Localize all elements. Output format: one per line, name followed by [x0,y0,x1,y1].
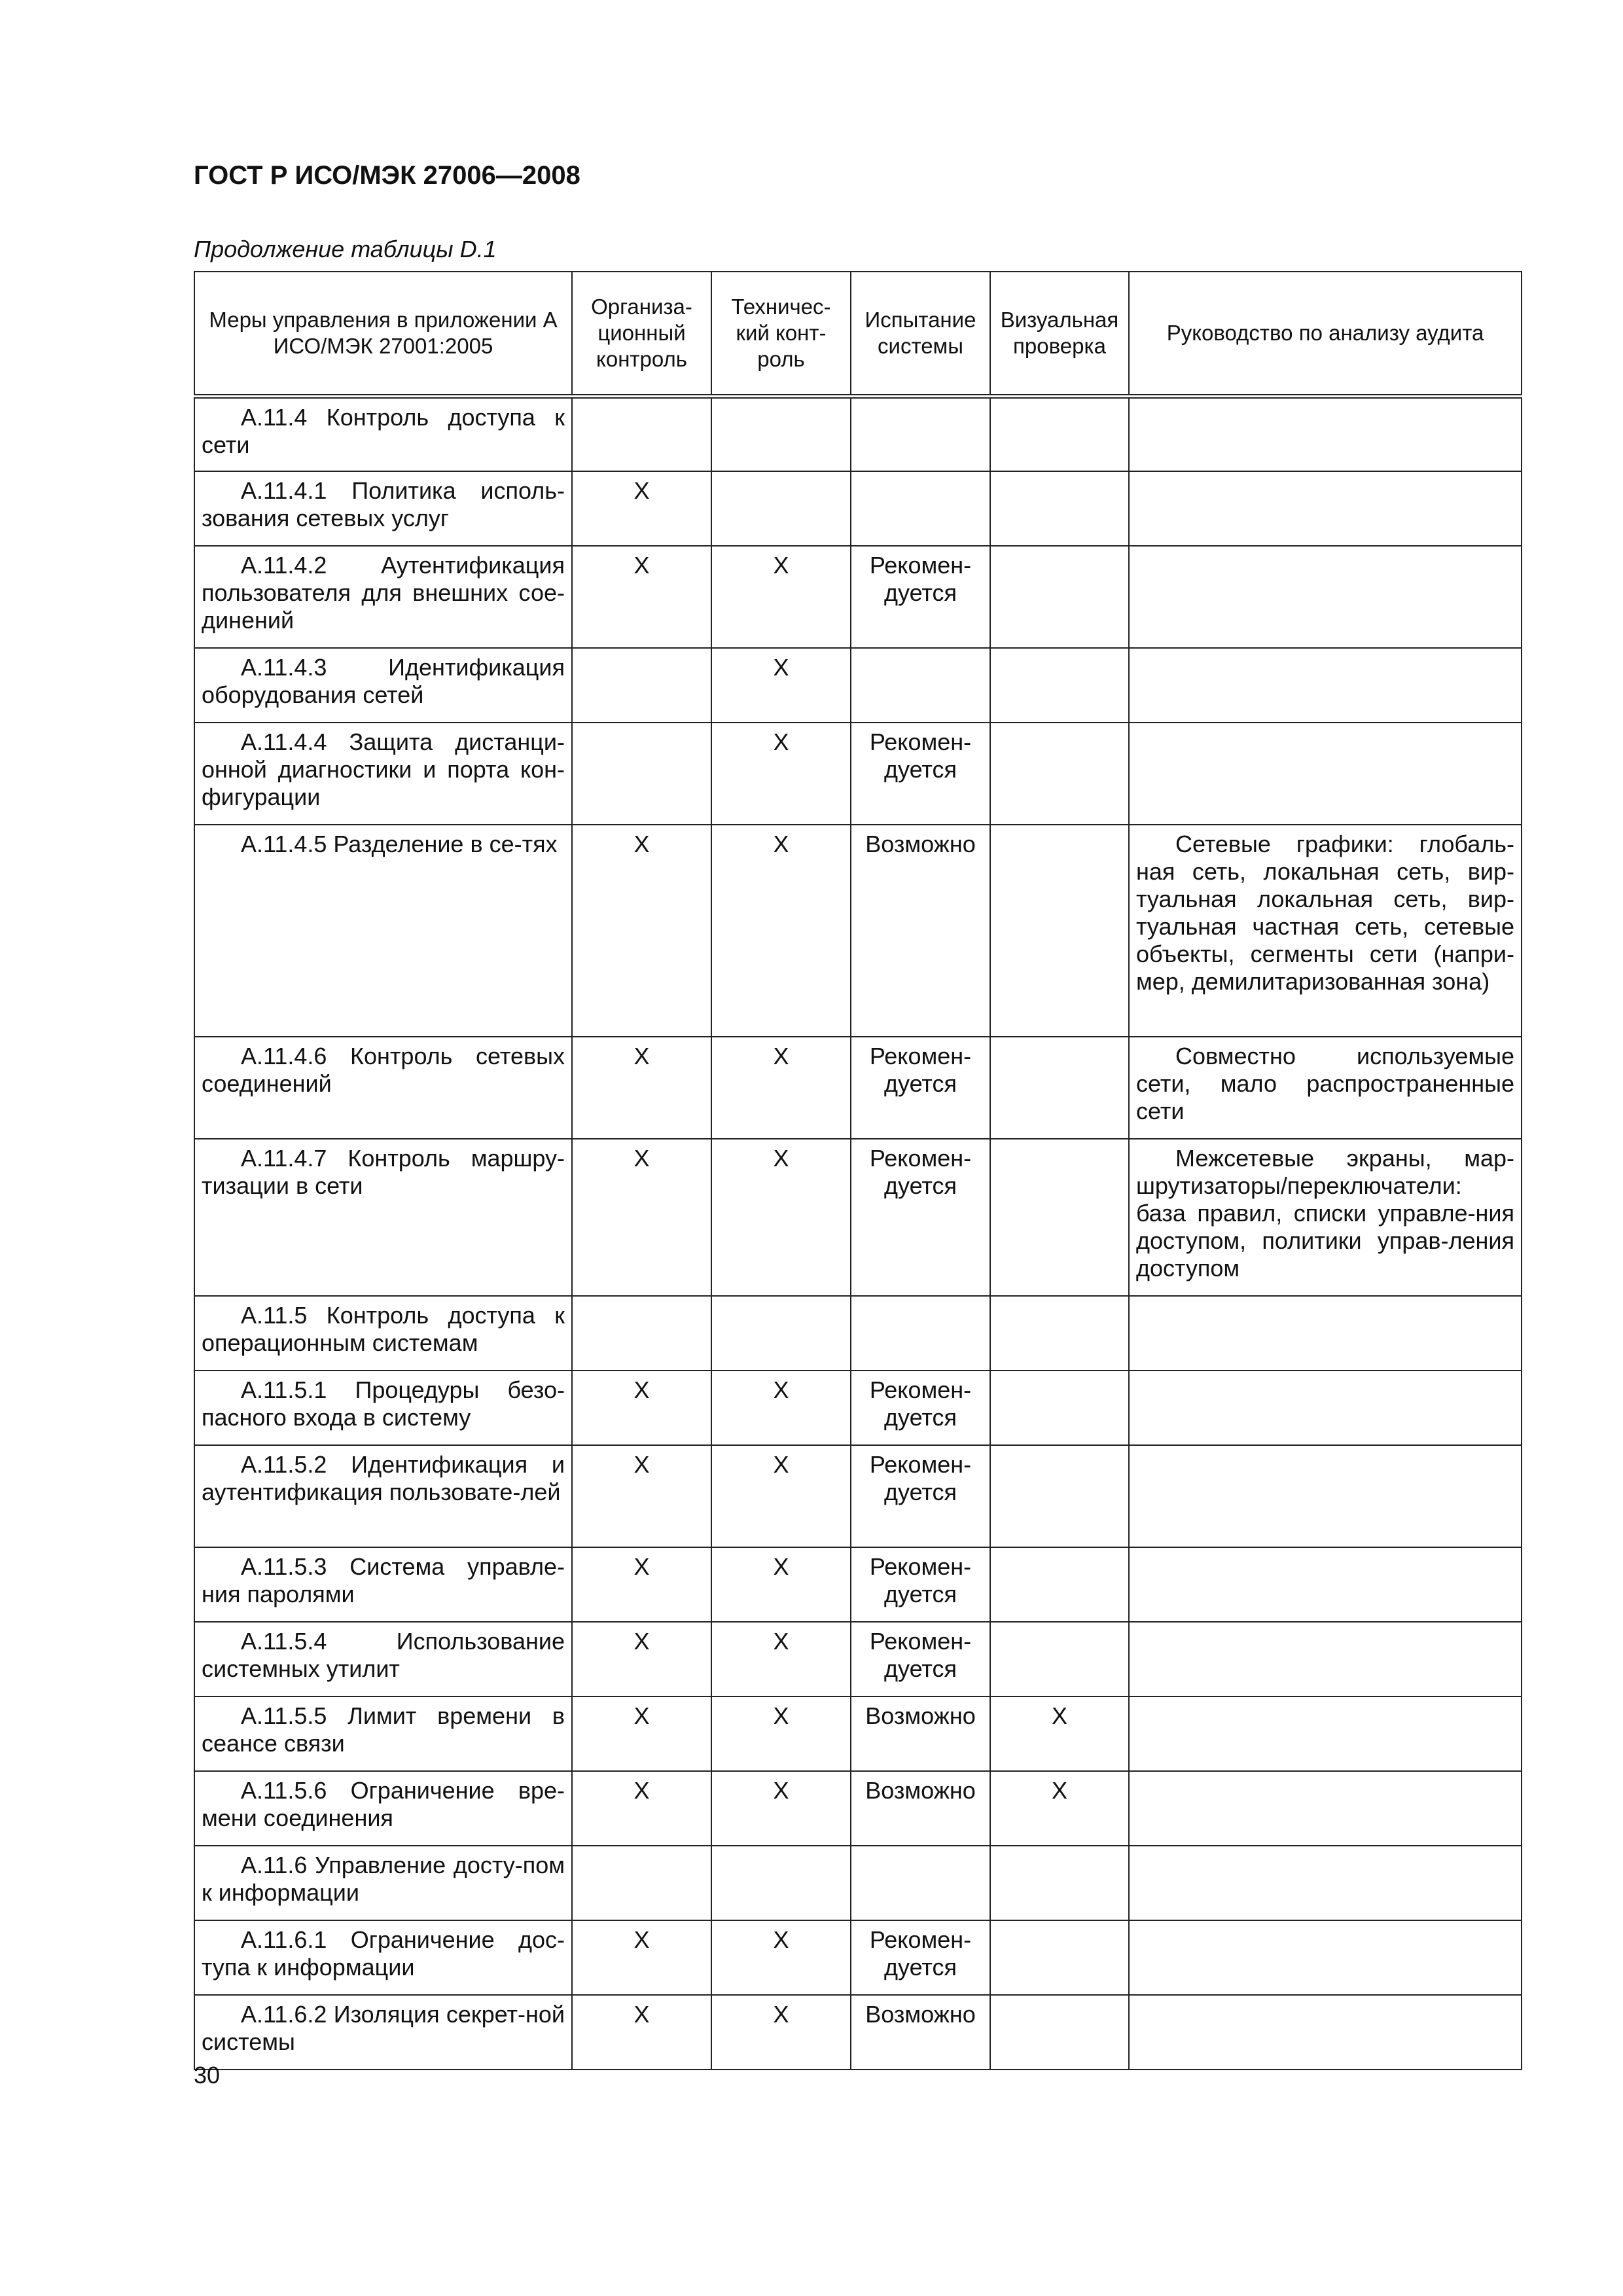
organizational-mark [572,397,711,471]
organizational-mark [572,1296,711,1371]
control-text: А.11.4 Контроль доступа к сети [202,404,565,458]
table-row [194,546,1522,648]
audit-guidance-cell [1129,648,1522,723]
control-text: А.11.4.6 Контроль сетевых соединений [202,1042,565,1097]
visual-check-mark [990,1622,1129,1696]
column-header-system-test: Испытание системы [851,272,990,397]
organizational-mark: Х [572,1995,711,2070]
control-text: А.11.5.4 Использование системных утилит [202,1627,565,1682]
control-text: А.11.4.3 Идентификация оборудования сетей [202,653,565,708]
system-test-cell: Возможно [851,1771,990,1846]
visual-check-mark [990,397,1129,471]
table-row [194,825,1522,1037]
technical-mark: Х [711,1995,851,2070]
control-text: А.11.6.1 Ограничение дос-тупа к информации [202,1926,565,1981]
control-text: А.11.5.5 Лимит времени в сеансе связи [202,1702,565,1757]
visual-check-mark [990,1920,1129,1995]
technical-mark [711,471,851,546]
table-row [194,1371,1522,1445]
audit-guidance-cell [1129,1920,1522,1995]
table-header-row [194,272,1522,397]
visual-check-mark [990,1139,1129,1296]
system-test-cell [851,1296,990,1371]
visual-check-mark: Х [990,1771,1129,1846]
table-row [194,1995,1522,2070]
control-cell [194,648,572,723]
organizational-mark: Х [572,1920,711,1995]
control-text: А.11.5.2 Идентификация и аутентификация пользовате-лей [202,1450,565,1505]
technical-mark: Х [711,1037,851,1139]
table-row [194,1771,1522,1846]
system-test-cell: Рекомен-дуется [851,1547,990,1622]
technical-mark: Х [711,1920,851,1995]
control-cell [194,1622,572,1696]
audit-guidance-cell [1129,1445,1522,1547]
system-test-cell: Рекомен-дуется [851,1920,990,1995]
organizational-mark [572,1846,711,1920]
control-cell [194,723,572,825]
organizational-mark: Х [572,1139,711,1296]
visual-check-mark [990,1445,1129,1547]
visual-check-mark [990,1846,1129,1920]
technical-mark: Х [711,1445,851,1547]
audit-guidance-cell [1129,1995,1522,2070]
control-cell [194,825,572,1037]
table-body [194,397,1522,2070]
system-test-cell: Рекомен-дуется [851,1445,990,1547]
controls-table [194,271,1522,2070]
audit-guidance-cell [1129,1771,1522,1846]
control-text: А.11.4.7 Контроль маршру-тизации в сети [202,1144,565,1199]
system-test-cell [851,471,990,546]
system-test-cell: Рекомен-дуется [851,1139,990,1296]
organizational-mark: Х [572,1622,711,1696]
control-cell [194,546,572,648]
audit-guidance-cell [1129,1846,1522,1920]
column-header-visual-check: Визуальная проверка [990,272,1129,397]
audit-guidance-text: Межсетевые экраны, мар-шрутизаторы/переключатели: база правил, списки управле-ния доступом, политики управ-ления доступом [1136,1144,1514,1282]
control-cell [194,1037,572,1139]
visual-check-mark [990,1296,1129,1371]
organizational-mark [572,723,711,825]
column-header-audit-guidance: Руководство по анализу аудита [1129,272,1522,397]
technical-mark: Х [711,1696,851,1771]
control-cell [194,1547,572,1622]
table-row [194,1139,1522,1296]
system-test-cell: Рекомен-дуется [851,546,990,648]
control-cell [194,397,572,471]
visual-check-mark [990,825,1129,1037]
control-text: А.11.5.1 Процедуры безо-пасного входа в систему [202,1376,565,1431]
technical-mark [711,397,851,471]
control-text: А.11.6 Управление досту-пом к информации [202,1851,565,1906]
control-cell [194,1696,572,1771]
visual-check-mark [990,1995,1129,2070]
visual-check-mark [990,471,1129,546]
organizational-mark: Х [572,1771,711,1846]
audit-guidance-text: Совместно используемые сети, мало распространенные сети [1136,1042,1514,1124]
table-row [194,1846,1522,1920]
audit-guidance-cell [1129,1547,1522,1622]
technical-mark: Х [711,648,851,723]
table-row [194,1547,1522,1622]
table-row [194,723,1522,825]
organizational-mark: Х [572,1445,711,1547]
column-header-technical: Техничес-кий конт-роль [711,272,851,397]
technical-mark [711,1296,851,1371]
table-row [194,1037,1522,1139]
system-test-cell: Рекомен-дуется [851,1371,990,1445]
control-cell [194,1445,572,1547]
technical-mark: Х [711,1622,851,1696]
control-text: А.11.5.3 Система управле-ния паролями [202,1552,565,1607]
audit-guidance-cell [1129,1139,1522,1296]
audit-guidance-cell [1129,723,1522,825]
table-row [194,1696,1522,1771]
control-cell [194,1995,572,2070]
table-row [194,1622,1522,1696]
audit-guidance-cell [1129,471,1522,546]
organizational-mark [572,648,711,723]
control-cell [194,1296,572,1371]
technical-mark: Х [711,723,851,825]
technical-mark: Х [711,1371,851,1445]
visual-check-mark [990,546,1129,648]
column-header-controls: Меры управления в приложении А ИСО/МЭК 27001:2005 [194,272,572,397]
table-row [194,1445,1522,1547]
table-row [194,1920,1522,1995]
column-header-organizational: Организа-ционный контроль [572,272,711,397]
control-text: А.11.6.2 Изоляция секрет-ной системы [202,2000,565,2055]
control-text: А.11.4.5 Разделение в се-тях [241,830,558,857]
page-number: 30 [194,2062,221,2089]
visual-check-mark [990,723,1129,825]
system-test-cell: Возможно [851,1696,990,1771]
audit-guidance-cell [1129,1371,1522,1445]
organizational-mark: Х [572,825,711,1037]
control-cell [194,471,572,546]
visual-check-mark [990,1037,1129,1139]
system-test-cell: Возможно [851,1995,990,2070]
visual-check-mark [990,1371,1129,1445]
system-test-cell: Рекомен-дуется [851,1622,990,1696]
system-test-cell [851,648,990,723]
table-row [194,648,1522,723]
audit-guidance-cell [1129,1696,1522,1771]
audit-guidance-cell [1129,1037,1522,1139]
control-cell [194,1371,572,1445]
organizational-mark: Х [572,1037,711,1139]
table-row [194,471,1522,546]
audit-guidance-cell [1129,546,1522,648]
organizational-mark: Х [572,546,711,648]
audit-guidance-text: Сетевые графики: глобаль-ная сеть, локальная сеть, вир-туальная локальная сеть, вир-туальная частная сеть, сетевые объекты, сегменты сети (напри-мер, демилитаризованная зона) [1136,830,1514,995]
control-cell [194,1771,572,1846]
control-text: А.11.5 Контроль доступа к операционным системам [202,1301,565,1356]
control-text: А.11.4.2 Аутентификация пользователя для внешних сое-динений [202,551,565,634]
system-test-cell: Рекомен-дуется [851,1037,990,1139]
system-test-cell: Рекомен-дуется [851,723,990,825]
table-row [194,1296,1522,1371]
control-cell [194,1139,572,1296]
control-cell [194,1846,572,1920]
system-test-cell [851,1846,990,1920]
document-code: ГОСТ Р ИСО/МЭК 27006—2008 [194,161,580,190]
control-cell [194,1920,572,1995]
visual-check-mark: Х [990,1696,1129,1771]
technical-mark [711,1846,851,1920]
system-test-cell [851,397,990,471]
technical-mark: Х [711,1547,851,1622]
organizational-mark: Х [572,1547,711,1622]
technical-mark: Х [711,1771,851,1846]
visual-check-mark [990,648,1129,723]
control-text: А.11.4.4 Защита дистанци-онной диагностики и порта кон-фигурации [202,728,565,810]
organizational-mark: Х [572,1371,711,1445]
technical-mark: Х [711,1139,851,1296]
technical-mark: Х [711,546,851,648]
organizational-mark: Х [572,471,711,546]
technical-mark: Х [711,825,851,1037]
audit-guidance-cell [1129,1622,1522,1696]
table-row [194,397,1522,471]
system-test-cell: Возможно [851,825,990,1037]
organizational-mark: Х [572,1696,711,1771]
control-text: А.11.5.6 Ограничение вре-мени соединения [202,1776,565,1831]
audit-guidance-cell [1129,397,1522,471]
visual-check-mark [990,1547,1129,1622]
control-text: А.11.4.1 Политика исполь-зования сетевых услуг [202,476,565,531]
table-caption: Продолжение таблицы D.1 [194,236,497,262]
audit-guidance-cell [1129,825,1522,1037]
audit-guidance-cell [1129,1296,1522,1371]
